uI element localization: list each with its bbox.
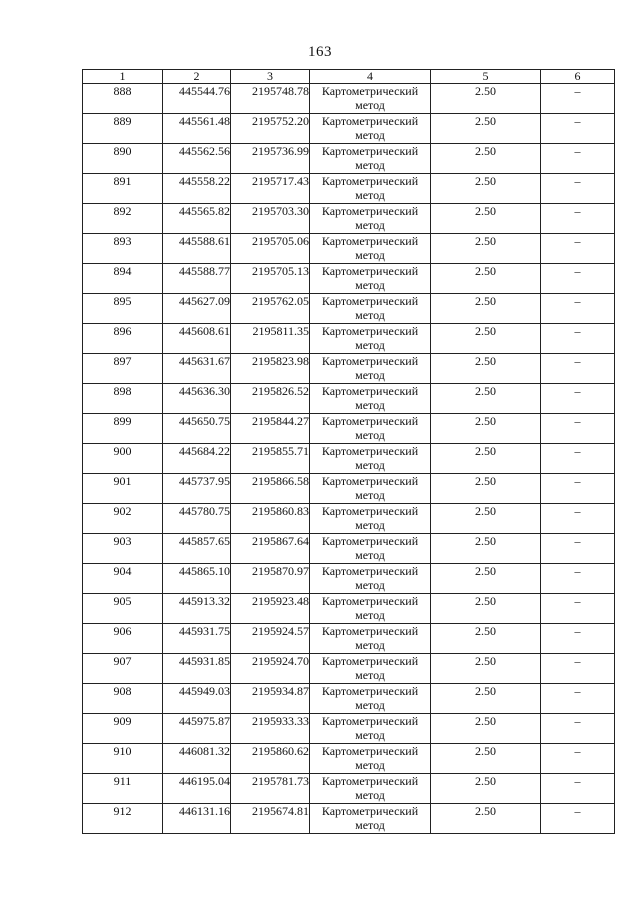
description-cell: – <box>541 234 615 264</box>
method-cell <box>310 324 431 354</box>
x-coordinate-cell: 446081.32 <box>163 744 231 774</box>
method-text-line1: Картометрический <box>321 84 419 98</box>
point-number-cell: 900 <box>83 444 163 474</box>
method-text-line1: Картометрический <box>321 564 419 578</box>
x-coordinate-cell: 445565.82 <box>163 204 231 234</box>
y-coordinate-cell: 2195762.05 <box>231 294 310 324</box>
method-text-line2: метод <box>355 548 385 562</box>
x-coordinate-cell: 445544.76 <box>163 84 231 114</box>
table-row <box>83 684 615 714</box>
description-cell: – <box>541 774 615 804</box>
method-cell <box>310 564 431 594</box>
x-coordinate-cell: 445949.03 <box>163 684 231 714</box>
method-text-line2: метод <box>355 458 385 472</box>
y-coordinate-cell: 2195674.81 <box>231 804 310 834</box>
accuracy-cell: 2.50 <box>431 264 541 294</box>
table-row <box>83 414 615 444</box>
table-row <box>83 384 615 414</box>
method-text-line1: Картометрический <box>321 774 419 788</box>
column-header: 6 <box>541 70 615 84</box>
accuracy-cell: 2.50 <box>431 234 541 264</box>
accuracy-cell: 2.50 <box>431 324 541 354</box>
table-row <box>83 804 615 834</box>
method-text-line2: метод <box>355 788 385 802</box>
table-row <box>83 654 615 684</box>
method-text-line2: метод <box>355 728 385 742</box>
method-cell <box>310 774 431 804</box>
y-coordinate-cell: 2195934.87 <box>231 684 310 714</box>
x-coordinate-cell: 445588.77 <box>163 264 231 294</box>
table-row <box>83 264 615 294</box>
method-text-line2: метод <box>355 278 385 292</box>
table-row <box>83 174 615 204</box>
x-coordinate-cell: 445931.75 <box>163 624 231 654</box>
method-text-line2: метод <box>355 398 385 412</box>
description-cell: – <box>541 444 615 474</box>
method-text-line1: Картометрический <box>321 174 419 188</box>
coordinates-table <box>82 69 615 834</box>
description-cell: – <box>541 84 615 114</box>
accuracy-cell: 2.50 <box>431 504 541 534</box>
method-text-line2: метод <box>355 248 385 262</box>
table-row <box>83 774 615 804</box>
table-row <box>83 84 615 114</box>
y-coordinate-cell: 2195860.62 <box>231 744 310 774</box>
x-coordinate-cell: 445857.65 <box>163 534 231 564</box>
accuracy-cell: 2.50 <box>431 594 541 624</box>
point-number-cell: 888 <box>83 84 163 114</box>
y-coordinate-cell: 2195736.99 <box>231 144 310 174</box>
description-cell: – <box>541 294 615 324</box>
point-number-cell: 890 <box>83 144 163 174</box>
method-text-line1: Картометрический <box>321 714 419 728</box>
point-number-cell: 889 <box>83 114 163 144</box>
method-text-line1: Картометрический <box>321 534 419 548</box>
method-cell <box>310 474 431 504</box>
method-text-line1: Картометрический <box>321 504 419 518</box>
method-cell <box>310 294 431 324</box>
description-cell: – <box>541 684 615 714</box>
point-number-cell: 904 <box>83 564 163 594</box>
y-coordinate-cell: 2195924.57 <box>231 624 310 654</box>
method-text-line1: Картометрический <box>321 354 419 368</box>
y-coordinate-cell: 2195860.83 <box>231 504 310 534</box>
method-cell <box>310 204 431 234</box>
y-coordinate-cell: 2195705.13 <box>231 264 310 294</box>
description-cell: – <box>541 414 615 444</box>
point-number-cell: 894 <box>83 264 163 294</box>
y-coordinate-cell: 2195705.06 <box>231 234 310 264</box>
method-cell <box>310 144 431 174</box>
y-coordinate-cell: 2195923.48 <box>231 594 310 624</box>
x-coordinate-cell: 445684.22 <box>163 444 231 474</box>
description-cell: – <box>541 654 615 684</box>
table-row <box>83 564 615 594</box>
table-row <box>83 714 615 744</box>
y-coordinate-cell: 2195933.33 <box>231 714 310 744</box>
method-cell <box>310 504 431 534</box>
method-text-line1: Картометрический <box>321 324 419 338</box>
method-text-line1: Картометрический <box>321 804 419 818</box>
x-coordinate-cell: 445627.09 <box>163 294 231 324</box>
description-cell: – <box>541 624 615 654</box>
x-coordinate-cell: 445588.61 <box>163 234 231 264</box>
table-row <box>83 294 615 324</box>
description-cell: – <box>541 384 615 414</box>
x-coordinate-cell: 445558.22 <box>163 174 231 204</box>
y-coordinate-cell: 2195752.20 <box>231 114 310 144</box>
description-cell: – <box>541 534 615 564</box>
point-number-cell: 893 <box>83 234 163 264</box>
point-number-cell: 905 <box>83 594 163 624</box>
table-row <box>83 534 615 564</box>
accuracy-cell: 2.50 <box>431 384 541 414</box>
method-cell <box>310 654 431 684</box>
x-coordinate-cell: 445737.95 <box>163 474 231 504</box>
method-text-line2: метод <box>355 428 385 442</box>
point-number-cell: 897 <box>83 354 163 384</box>
y-coordinate-cell: 2195866.58 <box>231 474 310 504</box>
method-text-line2: метод <box>355 98 385 112</box>
method-cell <box>310 174 431 204</box>
method-cell <box>310 264 431 294</box>
method-cell <box>310 414 431 444</box>
point-number-cell: 902 <box>83 504 163 534</box>
method-text-line1: Картометрический <box>321 294 419 308</box>
point-number-cell: 896 <box>83 324 163 354</box>
method-text-line2: метод <box>355 578 385 592</box>
description-cell: – <box>541 174 615 204</box>
y-coordinate-cell: 2195748.78 <box>231 84 310 114</box>
method-cell <box>310 804 431 834</box>
method-text-line1: Картометрический <box>321 384 419 398</box>
x-coordinate-cell: 445562.56 <box>163 144 231 174</box>
method-text-line2: метод <box>355 518 385 532</box>
accuracy-cell: 2.50 <box>431 474 541 504</box>
y-coordinate-cell: 2195703.30 <box>231 204 310 234</box>
description-cell: – <box>541 354 615 384</box>
accuracy-cell: 2.50 <box>431 774 541 804</box>
x-coordinate-cell: 445631.67 <box>163 354 231 384</box>
accuracy-cell: 2.50 <box>431 444 541 474</box>
method-text-line2: метод <box>355 368 385 382</box>
description-cell: – <box>541 324 615 354</box>
x-coordinate-cell: 445608.61 <box>163 324 231 354</box>
x-coordinate-cell: 445913.32 <box>163 594 231 624</box>
accuracy-cell: 2.50 <box>431 114 541 144</box>
method-text-line1: Картометрический <box>321 654 419 668</box>
method-text-line1: Картометрический <box>321 594 419 608</box>
accuracy-cell: 2.50 <box>431 84 541 114</box>
accuracy-cell: 2.50 <box>431 624 541 654</box>
method-cell <box>310 114 431 144</box>
method-text-line1: Картометрический <box>321 624 419 638</box>
method-cell <box>310 384 431 414</box>
table-body <box>83 84 615 834</box>
description-cell: – <box>541 474 615 504</box>
method-cell <box>310 624 431 654</box>
accuracy-cell: 2.50 <box>431 414 541 444</box>
y-coordinate-cell: 2195826.52 <box>231 384 310 414</box>
x-coordinate-cell: 445561.48 <box>163 114 231 144</box>
method-cell <box>310 354 431 384</box>
description-cell: – <box>541 144 615 174</box>
point-number-cell: 895 <box>83 294 163 324</box>
description-cell: – <box>541 804 615 834</box>
table-row <box>83 144 615 174</box>
method-text-line1: Картометрический <box>321 144 419 158</box>
x-coordinate-cell: 446131.16 <box>163 804 231 834</box>
point-number-cell: 903 <box>83 534 163 564</box>
method-text-line1: Картометрический <box>321 114 419 128</box>
column-header: 4 <box>310 70 431 84</box>
method-text-line2: метод <box>355 338 385 352</box>
method-cell <box>310 234 431 264</box>
description-cell: – <box>541 594 615 624</box>
accuracy-cell: 2.50 <box>431 714 541 744</box>
description-cell: – <box>541 114 615 144</box>
accuracy-cell: 2.50 <box>431 294 541 324</box>
table-row <box>83 114 615 144</box>
description-cell: – <box>541 744 615 774</box>
accuracy-cell: 2.50 <box>431 174 541 204</box>
accuracy-cell: 2.50 <box>431 804 541 834</box>
method-text-line1: Картометрический <box>321 234 419 248</box>
y-coordinate-cell: 2195855.71 <box>231 444 310 474</box>
method-cell <box>310 714 431 744</box>
table-row <box>83 624 615 654</box>
method-text-line1: Картометрический <box>321 474 419 488</box>
point-number-cell: 899 <box>83 414 163 444</box>
y-coordinate-cell: 2195867.64 <box>231 534 310 564</box>
accuracy-cell: 2.50 <box>431 744 541 774</box>
table-header-row <box>83 70 615 84</box>
table-row <box>83 204 615 234</box>
method-text-line2: метод <box>355 488 385 502</box>
column-header: 2 <box>163 70 231 84</box>
point-number-cell: 909 <box>83 714 163 744</box>
point-number-cell: 911 <box>83 774 163 804</box>
y-coordinate-cell: 2195811.35 <box>231 324 310 354</box>
accuracy-cell: 2.50 <box>431 534 541 564</box>
point-number-cell: 891 <box>83 174 163 204</box>
method-cell <box>310 744 431 774</box>
method-text-line2: метод <box>355 608 385 622</box>
y-coordinate-cell: 2195924.70 <box>231 654 310 684</box>
x-coordinate-cell: 445931.85 <box>163 654 231 684</box>
table-row <box>83 354 615 384</box>
method-cell <box>310 84 431 114</box>
method-text-line2: метод <box>355 758 385 772</box>
y-coordinate-cell: 2195717.43 <box>231 174 310 204</box>
method-text-line2: метод <box>355 668 385 682</box>
point-number-cell: 901 <box>83 474 163 504</box>
description-cell: – <box>541 504 615 534</box>
table-row <box>83 744 615 774</box>
method-text-line1: Картометрический <box>321 204 419 218</box>
method-cell <box>310 684 431 714</box>
method-text-line1: Картометрический <box>321 744 419 758</box>
x-coordinate-cell: 445975.87 <box>163 714 231 744</box>
accuracy-cell: 2.50 <box>431 654 541 684</box>
table-row <box>83 474 615 504</box>
method-text-line2: метод <box>355 218 385 232</box>
column-header: 3 <box>231 70 310 84</box>
method-text-line2: метод <box>355 128 385 142</box>
description-cell: – <box>541 204 615 234</box>
column-header: 1 <box>83 70 163 84</box>
point-number-cell: 892 <box>83 204 163 234</box>
table-row <box>83 324 615 354</box>
table-row <box>83 504 615 534</box>
method-text-line1: Картометрический <box>321 684 419 698</box>
y-coordinate-cell: 2195870.97 <box>231 564 310 594</box>
table-row <box>83 594 615 624</box>
method-text-line1: Картометрический <box>321 264 419 278</box>
accuracy-cell: 2.50 <box>431 684 541 714</box>
method-cell <box>310 594 431 624</box>
description-cell: – <box>541 264 615 294</box>
method-text-line2: метод <box>355 698 385 712</box>
point-number-cell: 906 <box>83 624 163 654</box>
x-coordinate-cell: 445865.10 <box>163 564 231 594</box>
method-text-line2: метод <box>355 818 385 832</box>
accuracy-cell: 2.50 <box>431 564 541 594</box>
y-coordinate-cell: 2195781.73 <box>231 774 310 804</box>
point-number-cell: 907 <box>83 654 163 684</box>
description-cell: – <box>541 564 615 594</box>
page-number: 163 <box>308 44 332 60</box>
method-text-line2: метод <box>355 638 385 652</box>
table-row <box>83 234 615 264</box>
method-text-line2: метод <box>355 308 385 322</box>
description-cell: – <box>541 714 615 744</box>
accuracy-cell: 2.50 <box>431 144 541 174</box>
point-number-cell: 898 <box>83 384 163 414</box>
y-coordinate-cell: 2195823.98 <box>231 354 310 384</box>
table-row <box>83 444 615 474</box>
y-coordinate-cell: 2195844.27 <box>231 414 310 444</box>
point-number-cell: 908 <box>83 684 163 714</box>
column-header: 5 <box>431 70 541 84</box>
x-coordinate-cell: 446195.04 <box>163 774 231 804</box>
method-text-line1: Картометрический <box>321 444 419 458</box>
x-coordinate-cell: 445636.30 <box>163 384 231 414</box>
x-coordinate-cell: 445780.75 <box>163 504 231 534</box>
accuracy-cell: 2.50 <box>431 354 541 384</box>
method-text-line2: метод <box>355 158 385 172</box>
x-coordinate-cell: 445650.75 <box>163 414 231 444</box>
method-cell <box>310 444 431 474</box>
point-number-cell: 912 <box>83 804 163 834</box>
method-text-line1: Картометрический <box>321 414 419 428</box>
point-number-cell: 910 <box>83 744 163 774</box>
method-cell <box>310 534 431 564</box>
method-text-line2: метод <box>355 188 385 202</box>
accuracy-cell: 2.50 <box>431 204 541 234</box>
